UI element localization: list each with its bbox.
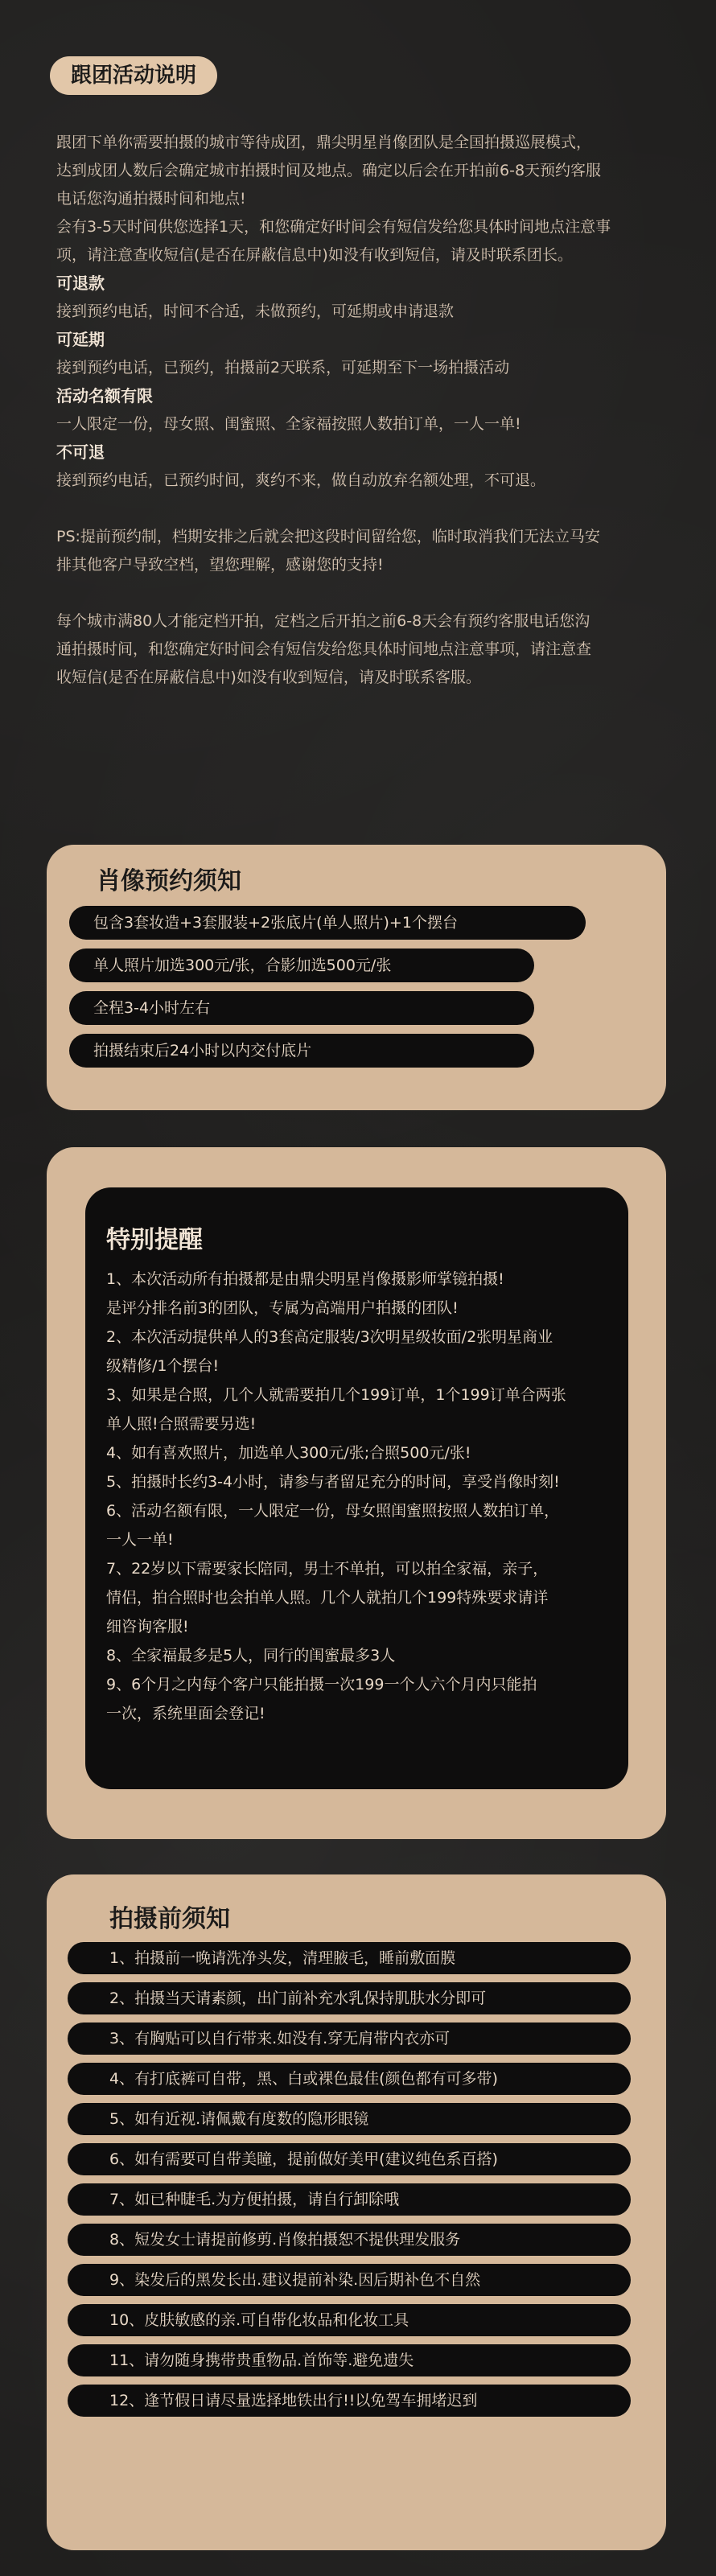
before-shoot-item: 4、有打底裤可自带，黑、白或裸色最佳(颜色都有可多带) (68, 2063, 631, 2095)
quota-text: 一人限定一份，母女照、闺蜜照、全家福按照人数拍订单，一人一单! (56, 415, 521, 433)
intro-section (56, 129, 684, 692)
before-shoot-item: 2、拍摄当天请素颜，出门前补充水乳保持肌肤水分即可 (68, 1982, 631, 2014)
before-shoot-item: 3、有胸贴可以自行带来.如没有.穿无肩带内衣亦可 (68, 2023, 631, 2055)
intro-text: 电话您沟通拍摄时间和地点! (56, 190, 246, 208)
page-title: 跟团活动说明 (50, 56, 217, 95)
no-refund-heading: 不可退 (56, 442, 105, 462)
before-shoot-item: 8、短发女士请提前修剪.肖像拍摄恕不提供理发服务 (68, 2224, 631, 2256)
before-shoot-item: 11、请勿随身携带贵重物品.首饰等.避免遗失 (68, 2344, 631, 2376)
reminder-line: 6、活动名额有限，一人限定一份，母女照闺蜜照按照人数拍订单， (106, 1502, 560, 1520)
before-shoot-title: 拍摄前须知 (109, 1905, 230, 1933)
reminder-line: 情侣，拍合照时也会拍单人照。几个人就拍几个199特殊要求请详 (106, 1589, 549, 1607)
intro-text: 项，请注意查收短信(是否在屏蔽信息中)如没有收到短信，请及时联系团长。 (56, 246, 573, 264)
reminder-line: 2、本次活动提供单人的3套高定服装/3次明星级妆面/2张明星商业 (106, 1328, 553, 1346)
intro-text: 跟团下单你需要拍摄的城市等待成团，鼎尖明星肖像团队是全国拍摄巡展模式， (56, 134, 592, 151)
reminder-line: 5、拍摄时长约3-4小时，请参与者留足充分的时间，享受肖像时刻! (106, 1473, 560, 1491)
ps-text: PS:提前预约制，档期安排之后就会把这段时间留给您，临时取消我们无法立马安 (56, 528, 600, 545)
intro-text: 达到成团人数后会确定城市拍摄时间及地点。确定以后会在开拍前6-8天预约客服 (56, 162, 602, 179)
reminder-line: 一人一单! (106, 1531, 174, 1549)
notice-text: 每个城市满80人才能定档开拍，定档之后开拍之前6-8天会有预约客服电话您沟 (56, 612, 590, 630)
reminder-line: 4、如有喜欢照片，加选单人300元/张;合照500元/张! (106, 1444, 471, 1462)
portrait-notice-item: 包含3套妆造+3套服装+2张底片(单人照片)+1个摆台 (69, 906, 586, 940)
reminder-line: 8、全家福最多是5人，同行的闺蜜最多3人 (106, 1647, 396, 1665)
reminder-line: 1、本次活动所有拍摄都是由鼎尖明星肖像摄影师掌镜拍摄! (106, 1270, 504, 1288)
notice-text: 通拍摄时间，和您确定好时间会有短信发给您具体时间地点注意事项，请注意查 (56, 640, 592, 658)
ps-text: 排其他客户导致空档，望您理解，感谢您的支持! (56, 556, 384, 574)
before-shoot-item: 10、皮肤敏感的亲.可自带化妆品和化妆工具 (68, 2304, 631, 2336)
postpone-text: 接到预约电话，已预约，拍摄前2天联系，可延期至下一场拍摄活动 (56, 359, 510, 377)
quota-heading: 活动名额有限 (56, 386, 153, 405)
reminder-line: 细咨询客服! (106, 1618, 189, 1636)
special-reminder-panel (85, 1187, 628, 1789)
reminder-line: 单人照!合照需要另选! (106, 1415, 257, 1433)
portrait-notice-item: 全程3-4小时左右 (69, 991, 534, 1025)
portrait-notice-item: 单人照片加选300元/张，合影加选500元/张 (69, 949, 534, 982)
before-shoot-card (47, 1874, 666, 2550)
before-shoot-item: 12、逢节假日请尽量选择地铁出行!!以免驾车拥堵迟到 (68, 2385, 631, 2417)
reminder-line: 一次，系统里面会登记! (106, 1705, 265, 1722)
portrait-notice-item: 拍摄结束后24小时以内交付底片 (69, 1034, 534, 1068)
reminder-line: 7、22岁以下需要家长陪同，男士不单拍，可以拍全家福，亲子， (106, 1560, 549, 1578)
portrait-notice-title: 肖像预约须知 (97, 867, 241, 895)
refund-text: 接到预约电话，时间不合适，未做预约，可延期或申请退款 (56, 302, 455, 320)
intro-text: 会有3-5天时间供您选择1天，和您确定好时间会有短信发给您具体时间地点注意事 (56, 218, 611, 236)
special-reminder-list (106, 1265, 613, 1728)
before-shoot-item: 1、拍摄前一晚请洗净头发，清理腋毛，睡前敷面膜 (68, 1942, 631, 1974)
before-shoot-item: 5、如有近视.请佩戴有度数的隐形眼镜 (68, 2103, 631, 2135)
portrait-notice-list (69, 906, 586, 1076)
notice-text: 收短信(是否在屏蔽信息中)如没有收到短信，请及时联系客服。 (56, 669, 481, 686)
before-shoot-list (68, 1942, 631, 2425)
special-reminder-card (47, 1147, 666, 1839)
reminder-line: 级精修/1个摆台! (106, 1357, 220, 1375)
reminder-line: 3、如果是合照，几个人就需要拍几个199订单，1个199订单合两张 (106, 1386, 566, 1404)
refund-heading: 可退款 (56, 274, 105, 293)
no-refund-text: 接到预约电话，已预约时间，爽约不来，做自动放弃名额处理，不可退。 (56, 471, 546, 489)
reminder-line: 是评分排名前3的团队，专属为高端用户拍摄的团队! (106, 1299, 459, 1317)
before-shoot-item: 9、染发后的黑发长出.建议提前补染.因后期补色不自然 (68, 2264, 631, 2296)
portrait-notice-card (47, 845, 666, 1110)
reminder-line: 9、6个月之内每个客户只能拍摄一次199一个人六个月内只能拍 (106, 1676, 537, 1693)
before-shoot-item: 6、如有需要可自带美瞳，提前做好美甲(建议纯色系百搭) (68, 2143, 631, 2175)
before-shoot-item: 7、如已种睫毛.为方便拍摄，请自行卸除哦 (68, 2183, 631, 2216)
special-reminder-title: 特别提醒 (106, 1226, 203, 1254)
postpone-heading: 可延期 (56, 330, 105, 349)
